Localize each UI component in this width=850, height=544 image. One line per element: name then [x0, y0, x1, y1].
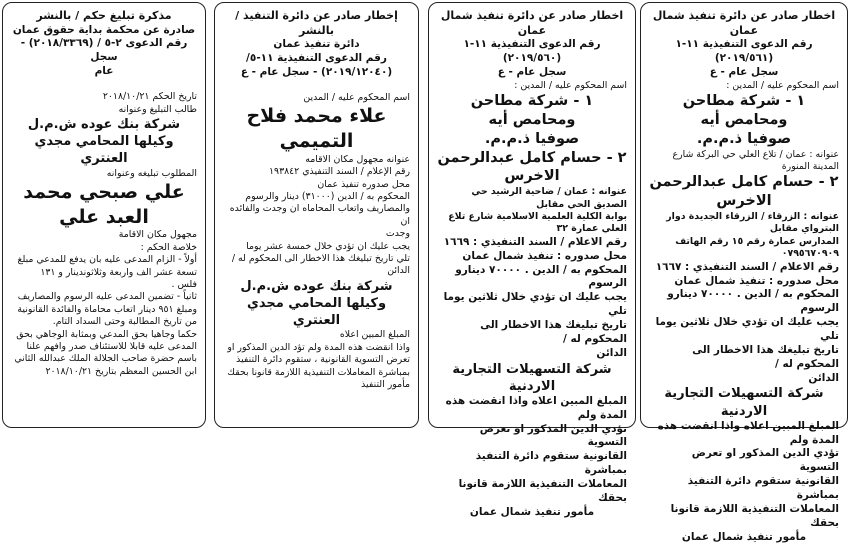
notice-line: المبلغ المبين اعلاه [339, 329, 410, 341]
notice-line: حكما وجاهيا بحق المدعي وبمثابة الوجاهي بحق [16, 328, 197, 340]
notice-line: القانونية ستقوم دائرة التنفيذ بمباشرة [687, 475, 839, 502]
notice-line: محل صدوره تنفيذ عمان [317, 178, 410, 190]
notice-line: شركة بنك عوده ش.م.ل [27, 117, 181, 133]
notice-line: تاريخ الحكم ٢٠١٨/١٠/٢١ [102, 91, 197, 103]
notice-line [223, 80, 410, 92]
notice-line: مذكرة تبليغ حكم / بالنشر [36, 9, 172, 22]
notice-line: المعاملات التنفيذية اللازمة قانونا بحقك [458, 478, 627, 504]
notice-execution-north-amman-2 [428, 2, 636, 518]
notice-line: واذا انقضت هذه المدة ولم تؤد الدين المذكور او [227, 341, 410, 353]
notice-line [11, 79, 197, 91]
notice-line: عنوانه : عمان / تلاع العلي حي البركة شارع المدينة المنورة [672, 148, 839, 172]
notice-line: الاخرس [504, 168, 560, 185]
notice-line: المدعى عليه قابلا للاستئناف صدر وافهم علنا [26, 341, 197, 353]
notice-line: عنوانه مجهول مكان الاقامه [305, 153, 410, 165]
notice-line: ١ - شركة مطاحن ومحامص أيه [682, 93, 806, 128]
notice-line: اخطار صادر عن دائرة تنفيذ شمال عمان [440, 9, 624, 37]
notice-line: اسم المحكوم عليه / المدين : [514, 79, 627, 91]
notice-line: المبلغ المبين اعلاه واذا انقضت هذه المدة ولم [445, 394, 627, 421]
notice-line: عام [94, 65, 114, 78]
notice-line: رقم الاعلام / السند التنفيذي : ١٦٦٩ [443, 235, 627, 248]
notice-line: رقم الدعوى التنفيذية ١١-١ (٢٠١٩/٥٦٠) [463, 38, 601, 64]
notice-execution-amman [214, 2, 419, 428]
notice-line: المحكوم به / الدين . ٧٠٠٠٠ دينارو الرسوم [667, 288, 839, 315]
notice-line: باسم حضرة صاحب الجلالة الملك عبدالله الثاني [14, 353, 197, 365]
notice-line: الدائن [387, 265, 410, 277]
notice-line: ٢ - حسام كامل عبدالرحمن [649, 174, 839, 191]
notice-line: والمصاريف واتعاب المحاماه ان وجدت والفائده ان [229, 203, 410, 227]
notice-line: رقم الدعوى التنفيذية ١١-٥/ [246, 51, 387, 64]
notice-line: أولاً - الزام المدعى عليه بان يدفع للمدعي مبلغ [17, 254, 197, 266]
notice-line: من تاريخ المطالبة وحتى السداد التام. [52, 316, 197, 328]
notice-line: المطلوب تبليغه وعنوانه [106, 167, 197, 179]
notice-line: صوفيا ذ.م.م. [484, 130, 580, 147]
notice-line: صادرة عن محكمة بداية حقوق عمان [12, 23, 196, 36]
notice-line: تلي تاريخ تبليغك هذا الاخطار الى المحكوم له / [231, 253, 410, 265]
notice-line: تعرض التسوية القانونية ، ستقوم دائرة التنفيذ [236, 354, 410, 366]
notice-line: فلس . [171, 279, 197, 291]
notice-line: شركة بنك عوده ش.م.ل [240, 278, 393, 294]
notice-line: تؤدي الدين المذكور او تعرض التسوية [691, 447, 839, 474]
notice-line: طالب التبليغ وعنوانه [118, 103, 197, 115]
notice-line: مأمور تنفيذ شمال عمان [469, 505, 595, 518]
notice-line: بوابة الكلية العلمية الاسلامية شارع تلاع العلي عمارة ٣٢ [448, 211, 627, 235]
notice-line: تاريخ تبليغك هذا الاخطار الى المحكوم له / [480, 319, 627, 345]
notice-line: (٢٠١٩/١٢٠٤٠) - سجل عام - ع [240, 65, 393, 78]
notice-court-judgment [2, 2, 206, 428]
notice-line: رقم الاعلام / السند التنفيذي : ١٦٦٧ [655, 260, 839, 273]
notice-line: المحكوم به / الدين (٣١٠٠٠) دينار والرسوم [245, 191, 410, 203]
notice-line: إخطار صادر عن دائرة التنفيذ / بالنشر [235, 9, 398, 37]
notice-line: علي صبحي محمد العبد علي [23, 181, 185, 228]
notice-line: تسعة عشر الف واربعة وثلاثوندينار و ١٣١ [40, 266, 197, 278]
notice-line: شركة التسهيلات التجارية الاردنية [664, 386, 824, 419]
notice-line: الدائن [808, 371, 839, 384]
notice-line: يجب عليك ان تؤدي خلال ثلاثين يوما تلي [655, 316, 839, 342]
notice-line: ١ - شركة مطاحن ومحامص أيه [470, 93, 594, 128]
notice-line: المبلغ المبين اعلاه واذا انقضت هذه المدة ولم [657, 419, 839, 446]
notice-line: مأمور التنفيذ [361, 378, 410, 390]
notice-line: اسم المحكوم عليه / المدين [303, 92, 410, 104]
notice-line: المدارس عمارة رقم ١٥ رقم الهاتف ٠٧٩٥٦٧٠٩٠٩ [675, 235, 839, 260]
notice-line: ثانياً - تضمين المدعى عليه الرسوم والمصاريف [17, 291, 197, 303]
notice-line: الدائن [596, 346, 627, 359]
notice-line: سجل عام - ع [497, 65, 567, 78]
notice-line: القانونية ستقوم دائرة التنفيذ بمباشرة [475, 450, 627, 477]
notice-execution-north-amman-1 [640, 2, 848, 543]
notice-line: رقم الدعوى التنفيذية ١١-١ (٢٠١٩/٥٦١) [675, 38, 813, 64]
notice-line: صوفيا ذ.م.م. [696, 130, 792, 147]
notice-line: سجل عام - ع [709, 65, 779, 78]
notice-line: ومبلغ ٩٥١ دينار اتعاب محاماة والفائدة القانونية [17, 303, 197, 315]
notice-line: المعاملات التنفيذية اللازمة قانونا بحقك [670, 502, 839, 529]
notice-line: الاخرس [716, 193, 772, 210]
notice-line: المحكوم به / الدين . ٧٠٠٠٠ دينارو الرسوم [455, 263, 627, 290]
notice-line: وجدت [385, 228, 410, 240]
notice-line: وكيلها المحامي مجدي العنتري [246, 296, 387, 329]
notice-line: ٢ - حسام كامل عبدالرحمن [437, 149, 627, 166]
notice-line: اسم المحكوم عليه / المدين : [726, 79, 839, 91]
notice-line: بمباشرة المعاملات التنفيذية اللازمة قانونا بحقك [227, 366, 410, 378]
notice-line: علاء محمد فلاح التميمي [246, 105, 387, 153]
notice-line: رقم الدعوى ٢-٥ / (٢٠١٨/٣٣٦٩) - سجل [20, 37, 188, 64]
notice-line: وكيلها المحامي مجدي العنتري [34, 134, 174, 167]
notice-line: مأمور تنفيذ شمال عمان [681, 530, 807, 543]
notice-line: تاريخ تبليغك هذا الاخطار الى المحكوم له / [692, 343, 839, 370]
notice-line: تؤدي الدين المذكور او تعرض التسوية [479, 422, 627, 449]
notice-line: محل صدوره : تنفيذ شمال عمان [674, 274, 839, 287]
notice-line: عنوانه : عمان / ضاحية الرشيد حي الصديق الحي مقابل [471, 186, 627, 210]
notice-line: محل صدوره : تنفيذ شمال عمان [462, 249, 627, 262]
notice-line: مجهول مكان الاقامة [118, 229, 197, 241]
notice-line: يجب عليك ان تؤدي خلال خمسة عشر يوما [246, 240, 410, 252]
notice-line: خلاصة الحكم : [140, 241, 197, 253]
notice-line: شركة التسهيلات التجارية الاردنية [452, 361, 612, 394]
notice-line: رقم الإعلام / السند التنفيذي ١٩٣٨٤٢ [269, 166, 410, 178]
notice-line: يجب عليك ان تؤدي خلال ثلاثين يوما تلي [443, 291, 627, 318]
notice-line: عنوانه : الزرقاء / الزرقاء الجديدة دوار البترواي مقابل [666, 211, 839, 235]
notice-line: ابن الحسين المعظم بتاريخ ٢٠١٨/١٠/٢١ [45, 365, 197, 377]
notice-line: دائرة تنفيذ عمان [273, 38, 360, 51]
notice-line: اخطار صادر عن دائرة تنفيذ شمال عمان [652, 9, 836, 37]
